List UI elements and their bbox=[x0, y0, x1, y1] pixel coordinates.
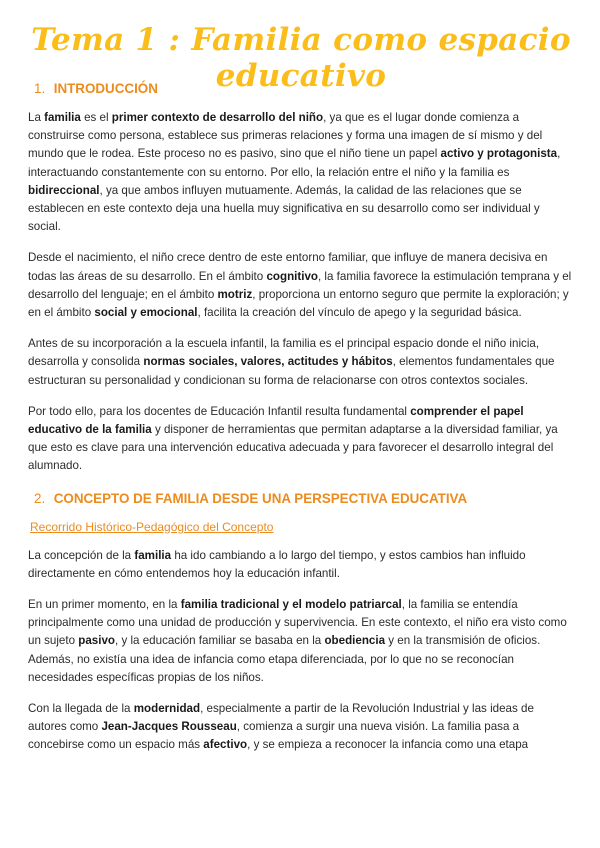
bold-term: comprender el papel educativo de la familia bbox=[28, 404, 524, 437]
section-heading-text: CONCEPTO DE FAMILIA DESDE UNA PERSPECTIVA EDUCATIVA bbox=[53, 490, 468, 506]
section-number: 1. bbox=[34, 81, 46, 96]
bold-term: motriz bbox=[217, 287, 253, 301]
section-heading bbox=[34, 490, 574, 508]
paragraph: En un primer momento, en la familia tradicional y el modelo patriarcal, la familia se entendía principalmente como una unidad de producción y supervivencia. En este contexto, el niño era visto como un sujeto pasivo, y la educación familiar se basaba en la obediencia y en la transmisión de oficios. Además, no existía una idea de infancia como etapa diferenciada, por lo que no se reconocían necesidades específicas propias de los niños. bbox=[28, 598, 567, 684]
bold-term: social y emocional bbox=[94, 306, 198, 320]
bold-term: pasivo bbox=[78, 634, 116, 648]
bold-term: modernidad bbox=[133, 702, 201, 716]
subheading-link[interactable]: Recorrido Histórico-Pedagógico del Concepto bbox=[30, 519, 274, 534]
bold-term: familia tradicional y el modelo patriarcal bbox=[180, 598, 402, 612]
bold-term: normas sociales, valores, actitudes y hábitos bbox=[143, 355, 393, 369]
paragraph: Con la llegada de la modernidad, especialmente a partir de la Revolución Industrial y las ideas de autores como Jean-Jacques Rousseau, comienza a surgir una nueva visión. La familia pasa a concebirse como un espacio más afectivo, y se empieza a reconocer la infancia como una etapa bbox=[28, 702, 534, 752]
bold-term: cognitivo bbox=[266, 269, 318, 283]
section-number: 2. bbox=[34, 490, 46, 506]
document-title: Tema 1 : Familia como espacio educativo bbox=[31, 22, 571, 94]
bold-term: bidireccional bbox=[28, 183, 100, 197]
paragraph: Antes de su incorporación a la escuela infantil, la familia es el principal espacio donde el niño inicia, desarrolla y consolida normas sociales, valores, actitudes y hábitos, elementos fundamentales que estructuran su personalidad y condicionan su forma de relacionarse con otros contextos sociales. bbox=[28, 337, 555, 387]
bold-term: primer contexto de desarrollo del niño bbox=[111, 111, 324, 124]
bold-term: afectivo bbox=[203, 738, 248, 752]
paragraph: Desde el nacimiento, el niño crece dentro de este entorno familiar, que influye de manera decisiva en todas las áreas de su desarrollo. En el ámbito cognitivo, la familia favorece la estimulación temprana y el desarrollo del lenguaje; en el ámbito motriz, proporciona un entorno seguro que permite la exploración; y en el ámbito social y emocional, facilita la creación del vínculo de apego y la seguridad básica. bbox=[28, 251, 572, 320]
bold-term: Jean-Jacques Rousseau bbox=[101, 720, 237, 734]
section-heading-text: INTRODUCCIÓN bbox=[53, 81, 158, 96]
paragraph: La concepción de la familia ha ido cambiando a lo largo del tiempo, y estos cambios han influido directamente en cómo entendemos hoy la educación infantil. bbox=[28, 548, 526, 580]
bold-term: familia bbox=[134, 548, 172, 562]
section-concepto-de-familia bbox=[28, 490, 574, 755]
section-introduccion bbox=[28, 80, 574, 476]
bold-term: obediencia bbox=[324, 634, 386, 648]
paragraph: Por todo ello, para los docentes de Educación Infantil resulta fundamental comprender el papel educativo de la familia y disponer de herramientas que permitan adaptarse a la diversidad familiar, ya que esto es clave para una intervención educativa adecuada y para favorecer el desarrollo integral del alumnado. bbox=[28, 404, 558, 473]
bold-term: familia bbox=[44, 111, 81, 124]
paragraph: La familia es el primer contexto de desarrollo del niño, ya que es el lugar donde comienza a construirse como persona, establece sus primeras relaciones y forma una imagen de sí mismo y del mundo que le rodea. Este proceso no es pasivo, sino que el niño tiene un papel activo y protagonista, interactuando constantemente con su entorno. Por ello, la relación entre el niño y la familia es bidireccional, ya que ambos influyen mutuamente. Además, la calidad de las relaciones que se establecen en este contexto deja una huella muy significativa en su desarrollo como ser individual y social. bbox=[28, 111, 561, 234]
bold-term: activo y protagonista bbox=[440, 147, 558, 161]
